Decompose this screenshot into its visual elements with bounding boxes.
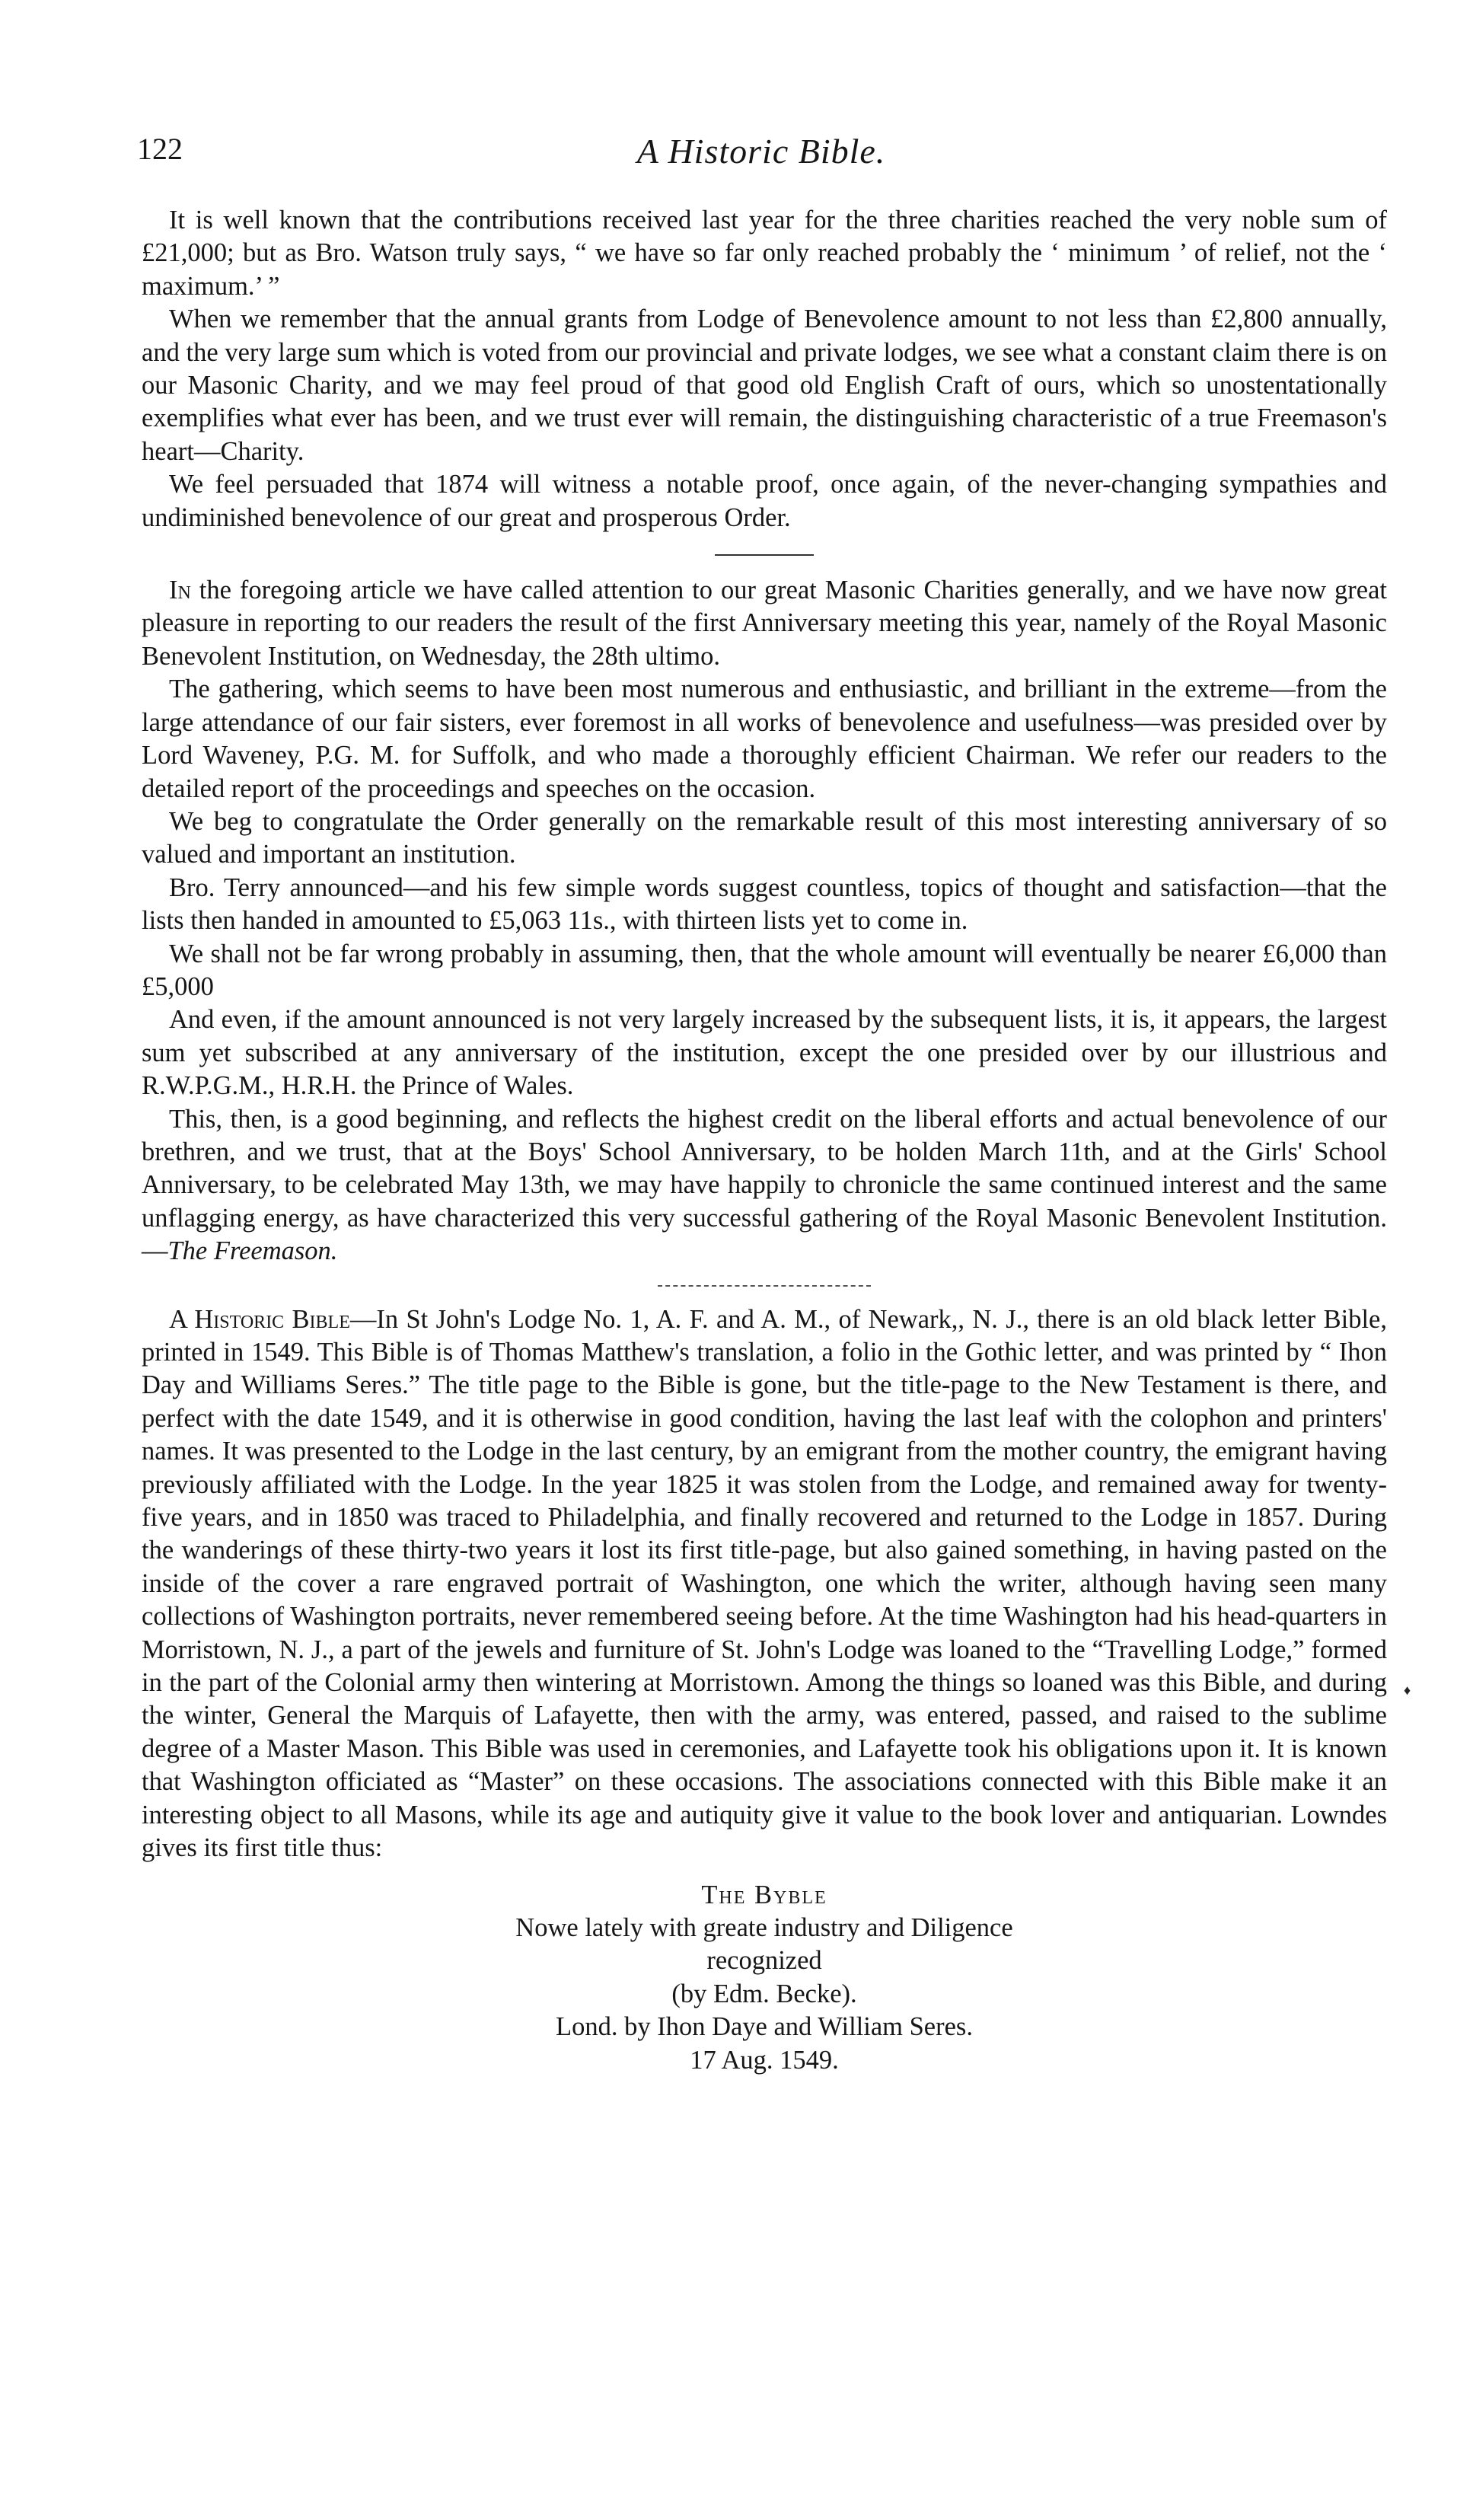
title-line: recognized	[706, 1946, 822, 1976]
paragraph: It is well known that the contributions received last year for the three charities reached the very noble sum of £21,000; but as Bro. Watson truly says, “ we have so far only reached probably the ‘ minimum ’ of relief, not the ‘ maximum.’ ”	[142, 206, 1387, 301]
title-line: Nowe lately with greate industry and Diligence	[515, 1912, 1013, 1942]
paragraph: When we remember that the annual grants from Lodge of Benevolence amount to not less than £2,800 annually, and the very large sum which is voted from our provincial and private lodges, we see what a constant claim there is on our Masonic Charity, and we may feel proud of that good old English Craft of ours, which so unostentationally exemplifies what ever has been, and we trust ever will remain, the distinguishing characteristic of a true Freemason's heart—Charity.	[142, 305, 1387, 466]
quoted-title-block	[142, 1879, 1387, 2077]
lead-word: In	[169, 576, 191, 605]
paragraph	[142, 1103, 1387, 1268]
paragraph: And even, if the amount announced is not very largely increased by the subsequent lists, it is, it appears, the largest sum yet subscribed at any anniversary of the institution, except the one presided over by our illustrious and R.W.P.G.M., H.R.H. the Prince of Wales.	[142, 1005, 1387, 1101]
section-divider	[658, 1285, 871, 1287]
paragraph: We shall not be far wrong probably in assuming, then, that the whole amount will eventually be nearer £6,000 than £5,000	[142, 939, 1387, 1001]
title-line: (by Edm. Becke).	[671, 1979, 857, 2008]
paragraph-text: the foregoing article we have called attention to our great Masonic Charities generally, and we have now great pleasure in reporting to our readers the result of the first Anniversary meeting this year, namely of the Royal Masonic Benevolent Institution, on Wednesday, the 28th ultimo.	[142, 576, 1387, 671]
article-body	[142, 204, 1387, 2077]
paragraph: We feel persuaded that 1874 will witness a notable proof, once again, of the never-changing sympathies and undiminished benevolence of our great and prosperous Order.	[142, 470, 1387, 532]
paragraph: We beg to congratulate the Order generally on the remarkable result of this most interesting anniversary of so valued and important an institution.	[142, 806, 1387, 869]
margin-mark: ♦	[1404, 1683, 1411, 1698]
paragraph	[142, 574, 1387, 673]
paragraph: Bro. Terry announced—and his few simple words suggest countless, topics of thought and satisfaction—that the lists then handed in amounted to £5,063 11s., with thirteen lists yet to come in.	[142, 872, 1387, 936]
page-header	[137, 131, 1385, 184]
title-line: Lond. by Ihon Daye and William Seres.	[556, 2012, 973, 2042]
source-attribution: The Freemason.	[167, 1236, 338, 1266]
title-line: The Byble	[701, 1880, 827, 1909]
paragraph: The gathering, which seems to have been most numerous and enthusiastic, and brilliant in the extreme—from the large attendance of our fair sisters, ever foremost in all works of benevolence and usefulness—was presided over by Lord Waveney, P.G. M. for Suffolk, and who made a thoroughly efficient Chairman. We refer our readers to the detailed report of the proceedings and speeches on the occasion.	[142, 675, 1387, 803]
section-divider	[715, 554, 814, 556]
page-number: 122	[137, 132, 183, 166]
paragraph-text: —In St John's Lodge No. 1, A. F. and A. M., of Newark,, N. J., there is an old black letter Bible, printed in 1549. This Bible is of Thomas Matthew's translation, a folio in the Gothic letter, and was printed by “ Ihon Day and Williams Seres.” The title page to the Bible is gone, but the title-page to the New Testament is there, and perfect with the date 1549, and it is otherwise in good condition, having the last leaf with the colophon and printers' names. It was presented to the Lodge in the last century, by an emigrant from the mother country, the emigrant having previously affiliated with the Lodge. In the year 1825 it was stolen from the Lodge, and remained away for twenty-five years, and in 1850 was traced to Philadelphia, and finally recovered and returned to the Lodge in 1857. During the wanderings of these thirty-two years it lost its first title-page, but also gained something, in having pasted on the inside of the cover a rare engraved portrait of Washington, one which the writer, although having seen many collections of Washington portraits, never remembered seeing before. At the time Washington had his head-quarters in Morristown, N. J., a part of the jewels and furniture of St. John's Lodge was loaned to the “Travelling Lodge,” formed in the part of the Colonial army then wintering at Morristown. Among the things so loaned was this Bible, and during the winter, General the Marquis of Lafayette, then with the army, was entered, passed, and raised to the sublime degree of a Master Mason. This Bible was used in ceremonies, and Lafayette took his obligations upon it. It is known that Washington officiated as “Master” on these occasions. The associations connected with this Bible make it an interesting object to all Masons, while its age and autiquity give it value to the book lover and antiquarian. Lowndes gives its first title thus:	[142, 1304, 1387, 1863]
article-heading: A Historic Bible	[169, 1304, 350, 1334]
title-line: 17 Aug. 1549.	[690, 2045, 839, 2075]
paragraph-text: This, then, is a good beginning, and reflects the highest credit on the liberal efforts and actual benevolence of our brethren, and we trust, that at the Boys' School Anniversary, to be holden March 11th, and at the Girls' School Anniversary, to be celebrated May 13th, we may have happily to chronicle the same continued interest and the same unflagging energy, as have characterized this very successful gathering of the Royal Masonic Benevolent Institution.—	[142, 1104, 1387, 1266]
running-title: A Historic Bible.	[636, 132, 886, 171]
paragraph	[142, 1303, 1387, 1865]
